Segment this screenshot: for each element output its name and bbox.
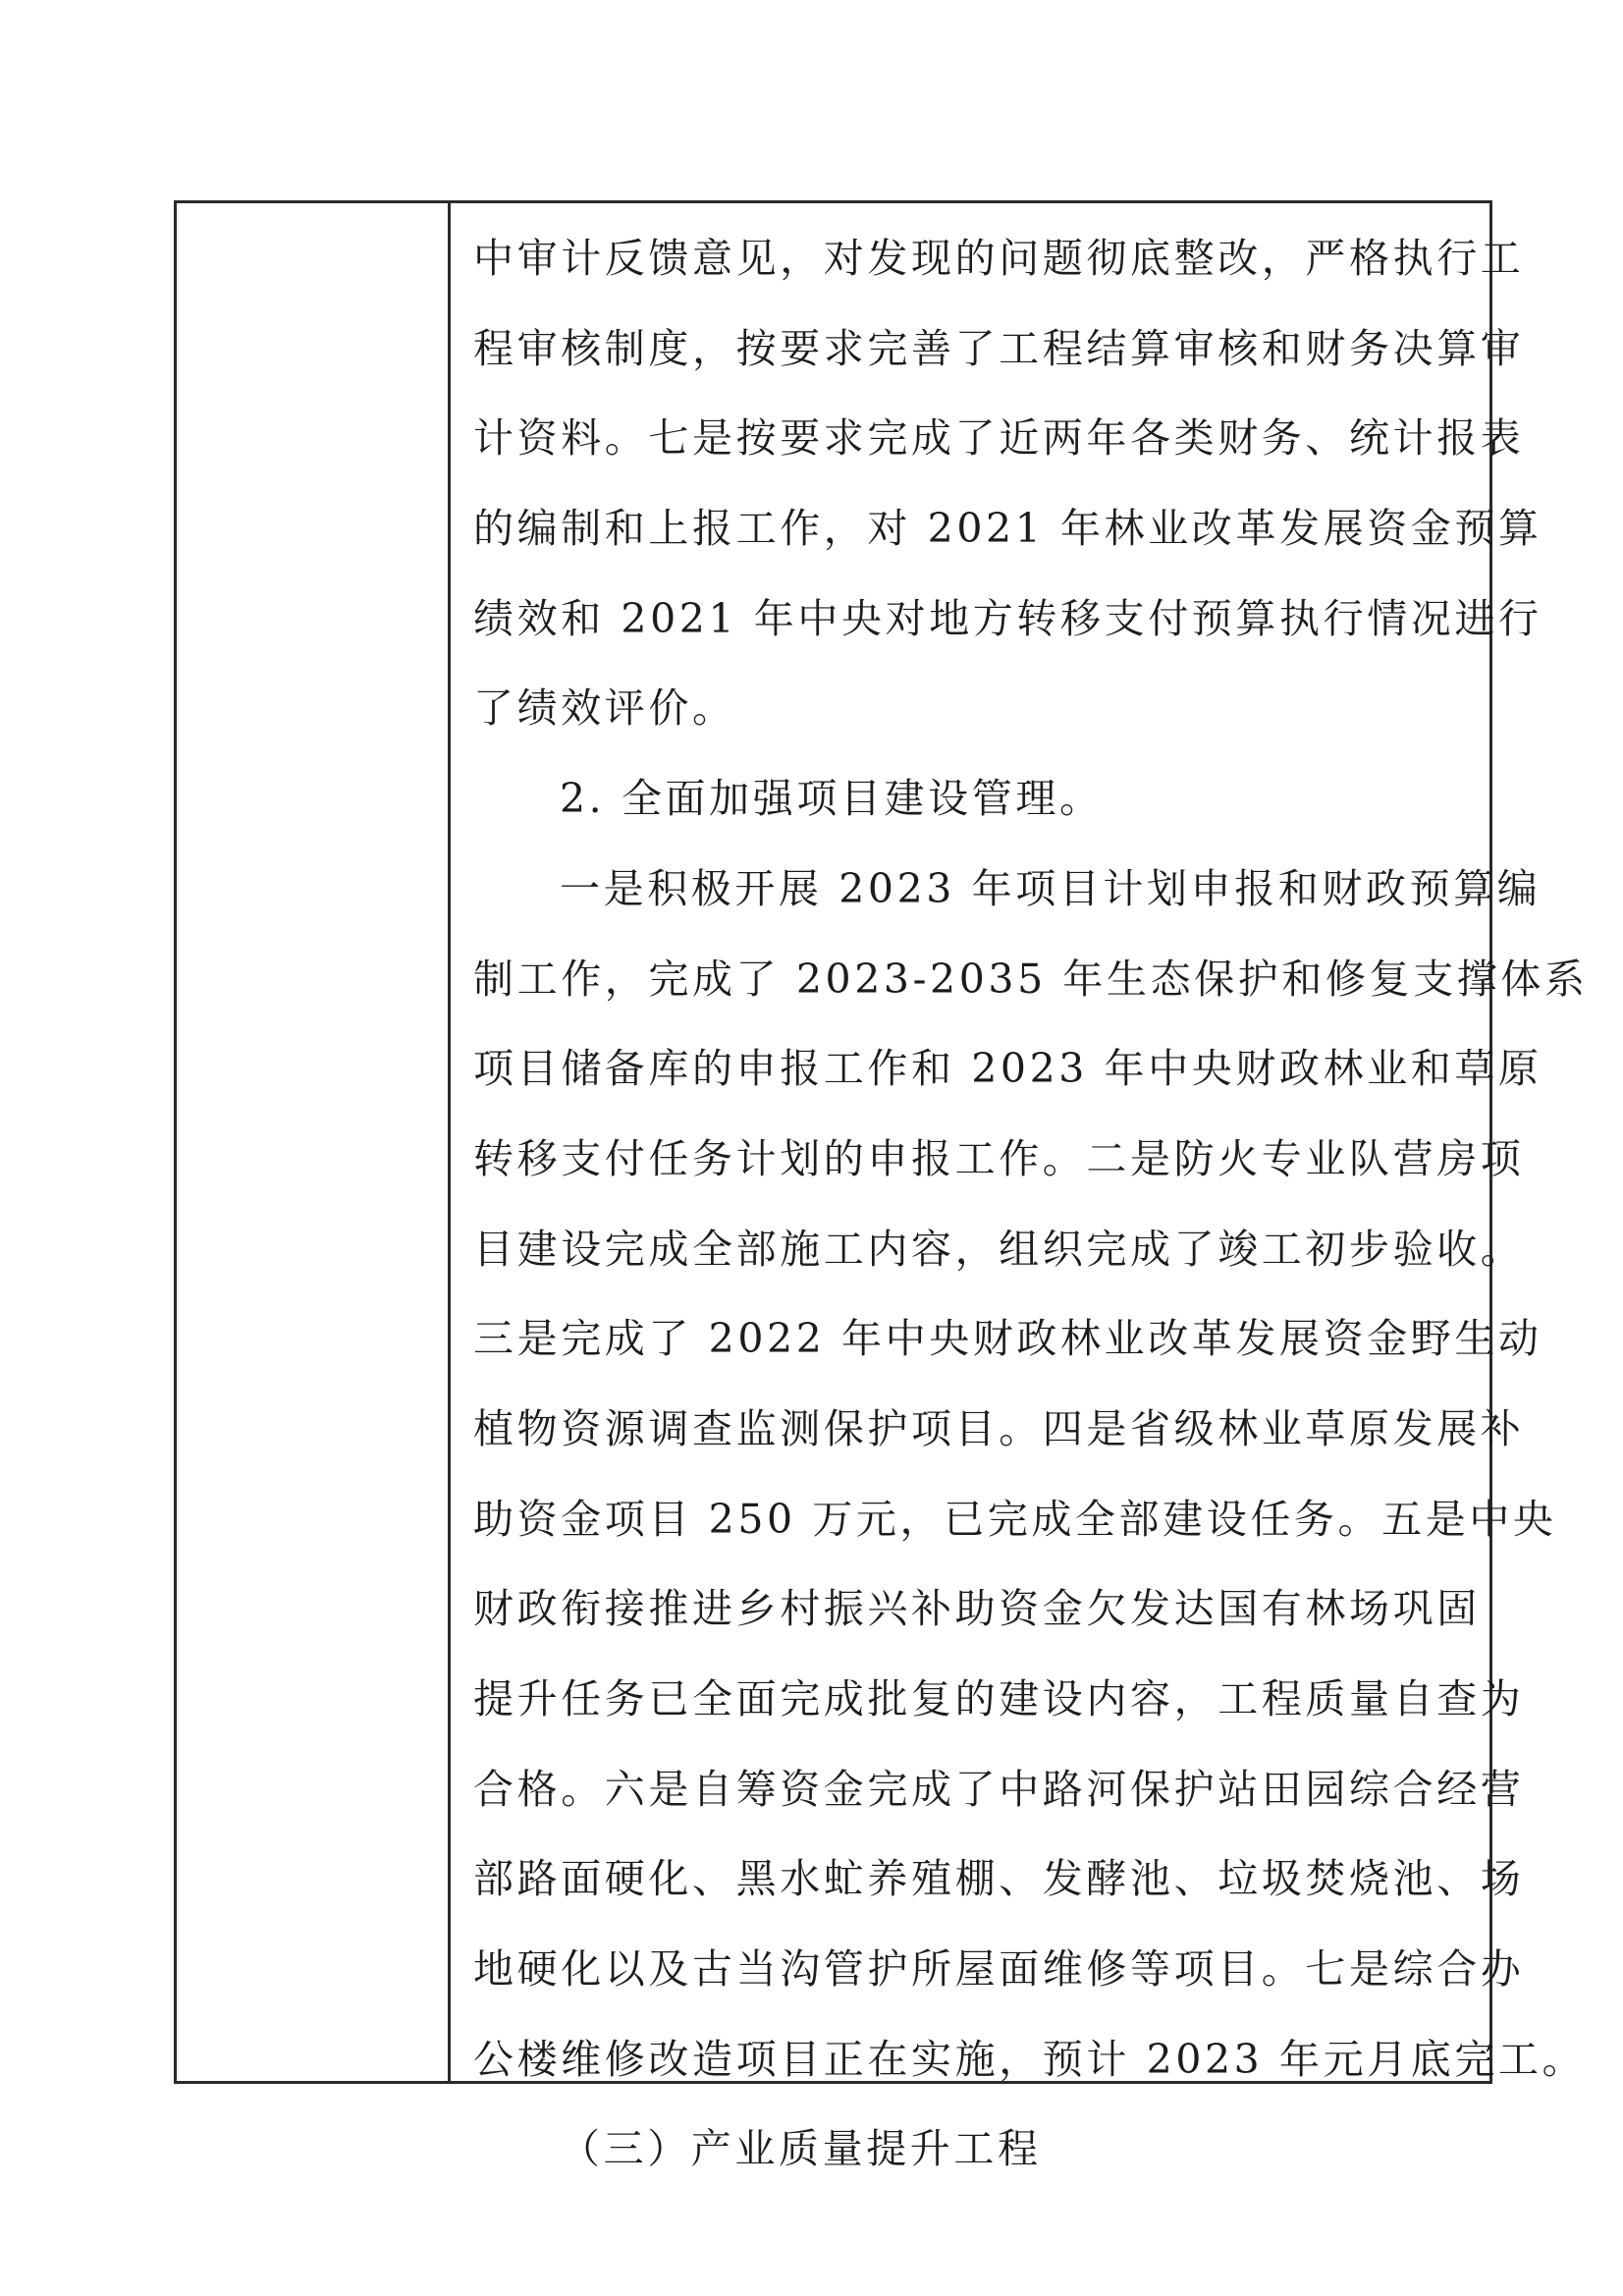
text-line: 地硬化以及古当沟管护所屋面维修等项目。七是综合办 — [473, 1945, 1525, 1994]
column-divider — [448, 200, 451, 2084]
text-line: 中审计反馈意见，对发现的问题彻底整改，严格执行工 — [473, 235, 1525, 282]
text-line: 计资料。七是按要求完成了近两年各类财务、统计报表 — [473, 414, 1525, 463]
text-line: 提升任务已全面完成批复的建设内容，工程质量自查为 — [473, 1675, 1525, 1722]
text-line: 合格。六是自筹资金完成了中路河保护站田园综合经营 — [473, 1765, 1525, 1813]
text-line: 植物资源调查监测保护项目。四是省级林业草原发展补 — [473, 1404, 1525, 1452]
text-line: 的编制和上报工作，对 2021 年林业改革发展资金预算 — [473, 505, 1542, 553]
text-line: 三是完成了 2022 年中央财政林业改革发展资金野生动 — [473, 1315, 1542, 1363]
text-line: 部路面硬化、黑水虻养殖棚、发酵池、垃圾焚烧池、场 — [473, 1855, 1525, 1903]
text-line: 项目储备库的申报工作和 2023 年中央财政林业和草原 — [473, 1045, 1542, 1093]
text-line: 制工作，完成了 2023-2035 年生态保护和修复支撑体系 — [473, 955, 1589, 1003]
paragraph-start: 一是积极开展 2023 年项目计划申报和财政预算编 — [560, 864, 1542, 912]
text-line: 绩效和 2021 年中央对地方转移支付预算执行情况进行 — [473, 594, 1542, 642]
text-line: 了绩效评价。 — [473, 684, 736, 733]
text-line: 助资金项目 250 万元，已完成全部建设任务。五是中央 — [473, 1495, 1557, 1543]
section-heading: 2. 全面加强项目建设管理。 — [560, 775, 1104, 823]
text-line: 转移支付任务计划的申报工作。二是防火专业队营房项 — [473, 1134, 1525, 1182]
text-line: 公楼维修改造项目正在实施，预计 2023 年元月底完工。 — [473, 2035, 1587, 2083]
section-heading: （三）产业质量提升工程 — [560, 2125, 1042, 2173]
content-column — [473, 214, 1589, 2195]
text-line: 目建设完成全部施工内容，组织完成了竣工初步验收。 — [473, 1225, 1525, 1273]
text-line: 财政衔接推进乡村振兴补助资金欠发达国有林场巩固 — [473, 1585, 1481, 1633]
text-line: 程审核制度，按要求完善了工程结算审核和财务决算审 — [473, 324, 1525, 372]
